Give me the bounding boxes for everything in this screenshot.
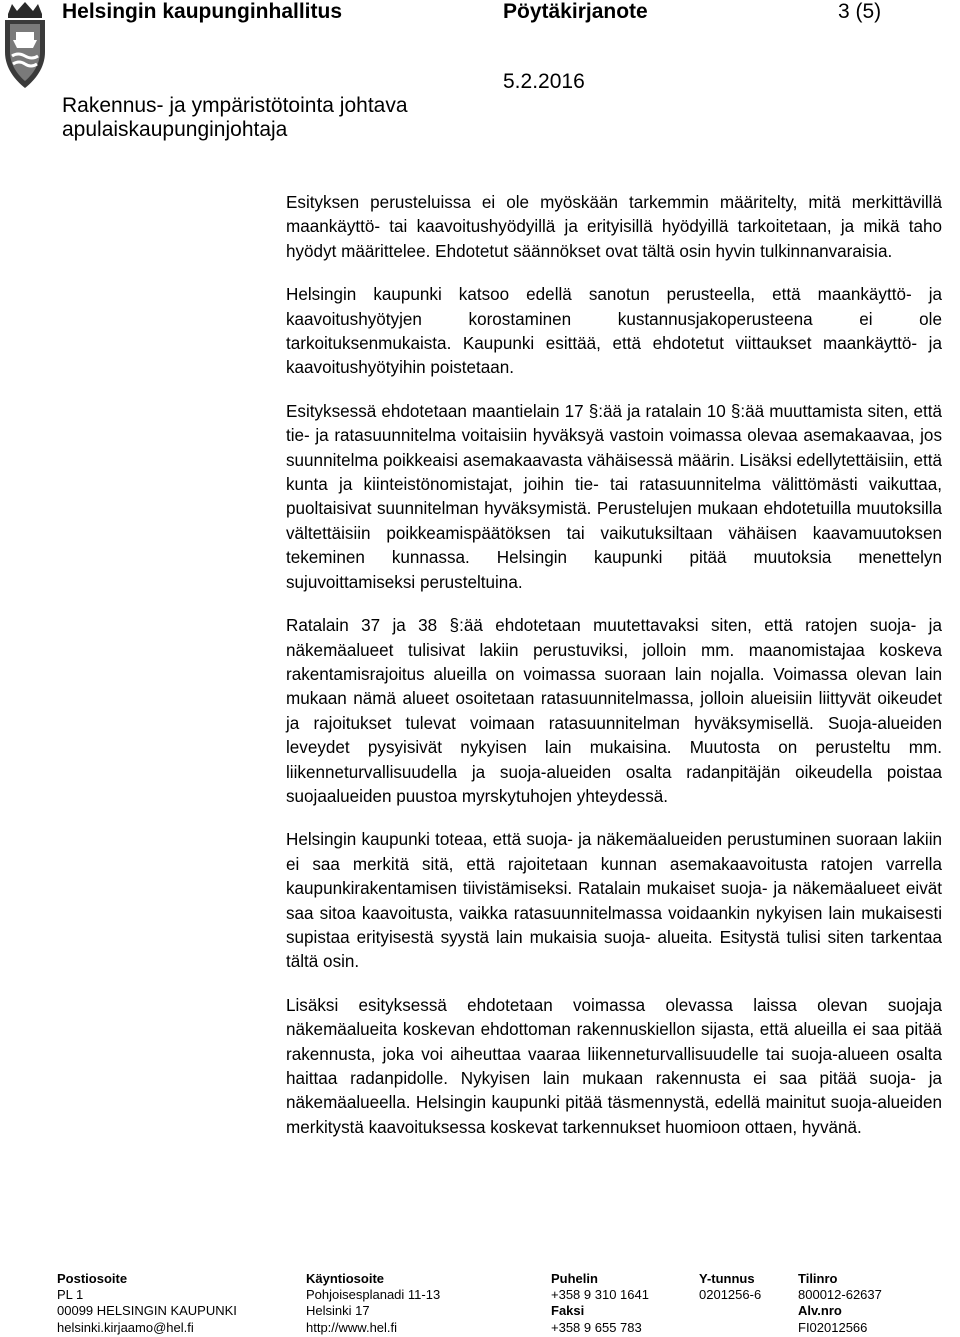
footer-visiting-address xyxy=(306,1271,440,1336)
department-name: Rakennus- ja ympäristötointa johtava apulaiskaupunginjohtaja xyxy=(62,94,408,141)
helsinki-crest-logo xyxy=(0,2,50,90)
document-type: Pöytäkirjanote xyxy=(503,0,648,23)
footer-heading: Puhelin xyxy=(551,1271,598,1286)
footer-account xyxy=(798,1271,882,1336)
footer-heading: Postiosoite xyxy=(57,1271,128,1286)
footer-text: Helsinki 17 xyxy=(306,1303,370,1319)
footer-text: 800012-62637 xyxy=(798,1287,882,1303)
body-paragraph: Lisäksi esityksessä ehdotetaan voimassa olevassa laissa olevan suojaja näkemäalueita koskevan ehdottoman rakennuskiellon sijasta, että alueilla ei saa pitää rakennusta, joka voi aiheuttaa vaaraa liikenneturvallisuudelle tai suoja-alueen osalta haittaa radanpidolle. Nykyisen lain mukaan rakennusta ei saa pitää suoja- ja näkemäalueella. Helsingin kaupunki pitää täsmennystä, edellä mainitut suoja-alueiden merkitystä kaavoituksessa koskevat tarkennukset huomioon ottaen, hyvänä. xyxy=(286,995,942,1137)
body-paragraph: Ratalain 37 ja 38 §:ää ehdotetaan muutettavaksi siten, että ratojen suoja- ja näkemäalueet tulisivat lakiin perustuviksi, jolloin mm. maanomistajaa koskeva rakentamisrajoitus alueilla on voimassa suoraan lain nojalla. Voimassa olevan lain mukaan nämä alueet osoitetaan ratasuunnitelmassa, jolloin alueisiin liittyvät oikeudet ja rajoitukset tulevat voimaan ratasuunnitelman hyväksymisellä. Suoja-alueiden leveydet pysyisivät nykyisen lain mukaisina. Muutosta on perusteltu mm. liikenneturvallisuudella ja suoja-alueiden osalta radanpitäjän oikeudella poistaa suojaalueiden puustoa myrskytuhojen yhteydessä. xyxy=(286,616,942,806)
footer-text: PL 1 xyxy=(57,1287,84,1303)
footer-heading: Faksi xyxy=(551,1303,585,1319)
document-date: 5.2.2016 xyxy=(503,70,585,93)
footer-heading: Käyntiosoite xyxy=(306,1271,385,1286)
footer-phone xyxy=(551,1271,649,1336)
body-paragraph: Helsingin kaupunki katsoo edellä sanotun perusteella, että maankäyttö- ja kaavoitushyötyjen korostaminen kustannusjakoperusteena ei ole tarkoituksenmukaista. Kaupunki esittää, että ehdotetut viittaukset maankäyttö- ja kaavoitushyötyihin poistetaan. xyxy=(286,285,942,378)
organization-name: Helsingin kaupunginhallitus xyxy=(62,0,343,23)
body-paragraph: Esityksen perusteluissa ei ole myöskään tarkemmin määritelty, mitä merkittävillä maankäyttö- tai kaavoitushyödyillä ja erityisillä hyödyillä tarkoitetaan, ja mikä taho hyödyt määrittelee. Ehdotetut säännökset ovat tältä osin hyvin tulkinnanvaraisia. xyxy=(286,193,942,261)
footer-business-id xyxy=(699,1271,761,1303)
footer-heading: Alv.nro xyxy=(798,1303,842,1319)
footer-website: http://www.hel.fi xyxy=(306,1319,398,1335)
body-paragraph: Helsingin kaupunki toteaa, että suoja- ja näkemäalueiden perustuminen suoraan lakiin ei saa merkitä sitä, että rajoitetaan kunnan asemakaavoitusta ratojen varrella kaupunkirakentamisen tiivistämiseksi. Ratalain mukaiset suoja- ja näkemäalueet eivät saa sitoa kaavoitusta, vaikka ratasuunnitelmassa voidaankin nykyisen lain mukaisesti supistaa erityisestä syystä lain mukaisia suoja- alueita. Esitystä tulisi siten tarkentaa tältä osin. xyxy=(286,830,942,972)
footer-postal-address xyxy=(57,1271,237,1336)
body-paragraph: Esityksessä ehdotetaan maantielain 17 §:ää ja ratalain 10 §:ää muuttamista siten, että tie- ja ratasuunnitelma voitaisiin hyväksyä vastoin voimassa olevaa asemakaavaa, jos suunnitelma poikkeaisi asemakaavasta vähäisessä määrin. Lisäksi edellytettäisiin, että kunta ja kiinteistönomistajat, joihin tie- tai ratasuunnitelma välittömästi vaikuttaa, puoltaisivat suunnitelman hyväksymistä. Perustelujen mukaan ehdotetuilla muutoksilla vältettäisiin poikkeamispäätöksen tai vaikutuksiltaan vähäisen kaavamuutoksen tekeminen kunnassa. Helsingin kaupunki pitää muutoksia menettelyn sujuvoittamiseksi perusteltuina. xyxy=(286,401,942,592)
footer-text: FI02012566 xyxy=(798,1319,868,1335)
footer-text: 0201256-6 xyxy=(699,1287,762,1303)
footer-text: +358 9 655 783 xyxy=(551,1319,642,1335)
footer-heading: Tilinro xyxy=(798,1271,838,1286)
footer-email: helsinki.kirjaamo@hel.fi xyxy=(57,1319,194,1335)
footer-text: +358 9 310 1641 xyxy=(551,1287,649,1303)
footer-text: Pohjoisesplanadi 11-13 xyxy=(306,1287,441,1303)
footer-text: 00099 HELSINGIN KAUPUNKI xyxy=(57,1303,237,1319)
document-body xyxy=(286,191,942,1159)
footer-heading: Y-tunnus xyxy=(699,1271,755,1286)
page-number: 3 (5) xyxy=(838,0,882,23)
